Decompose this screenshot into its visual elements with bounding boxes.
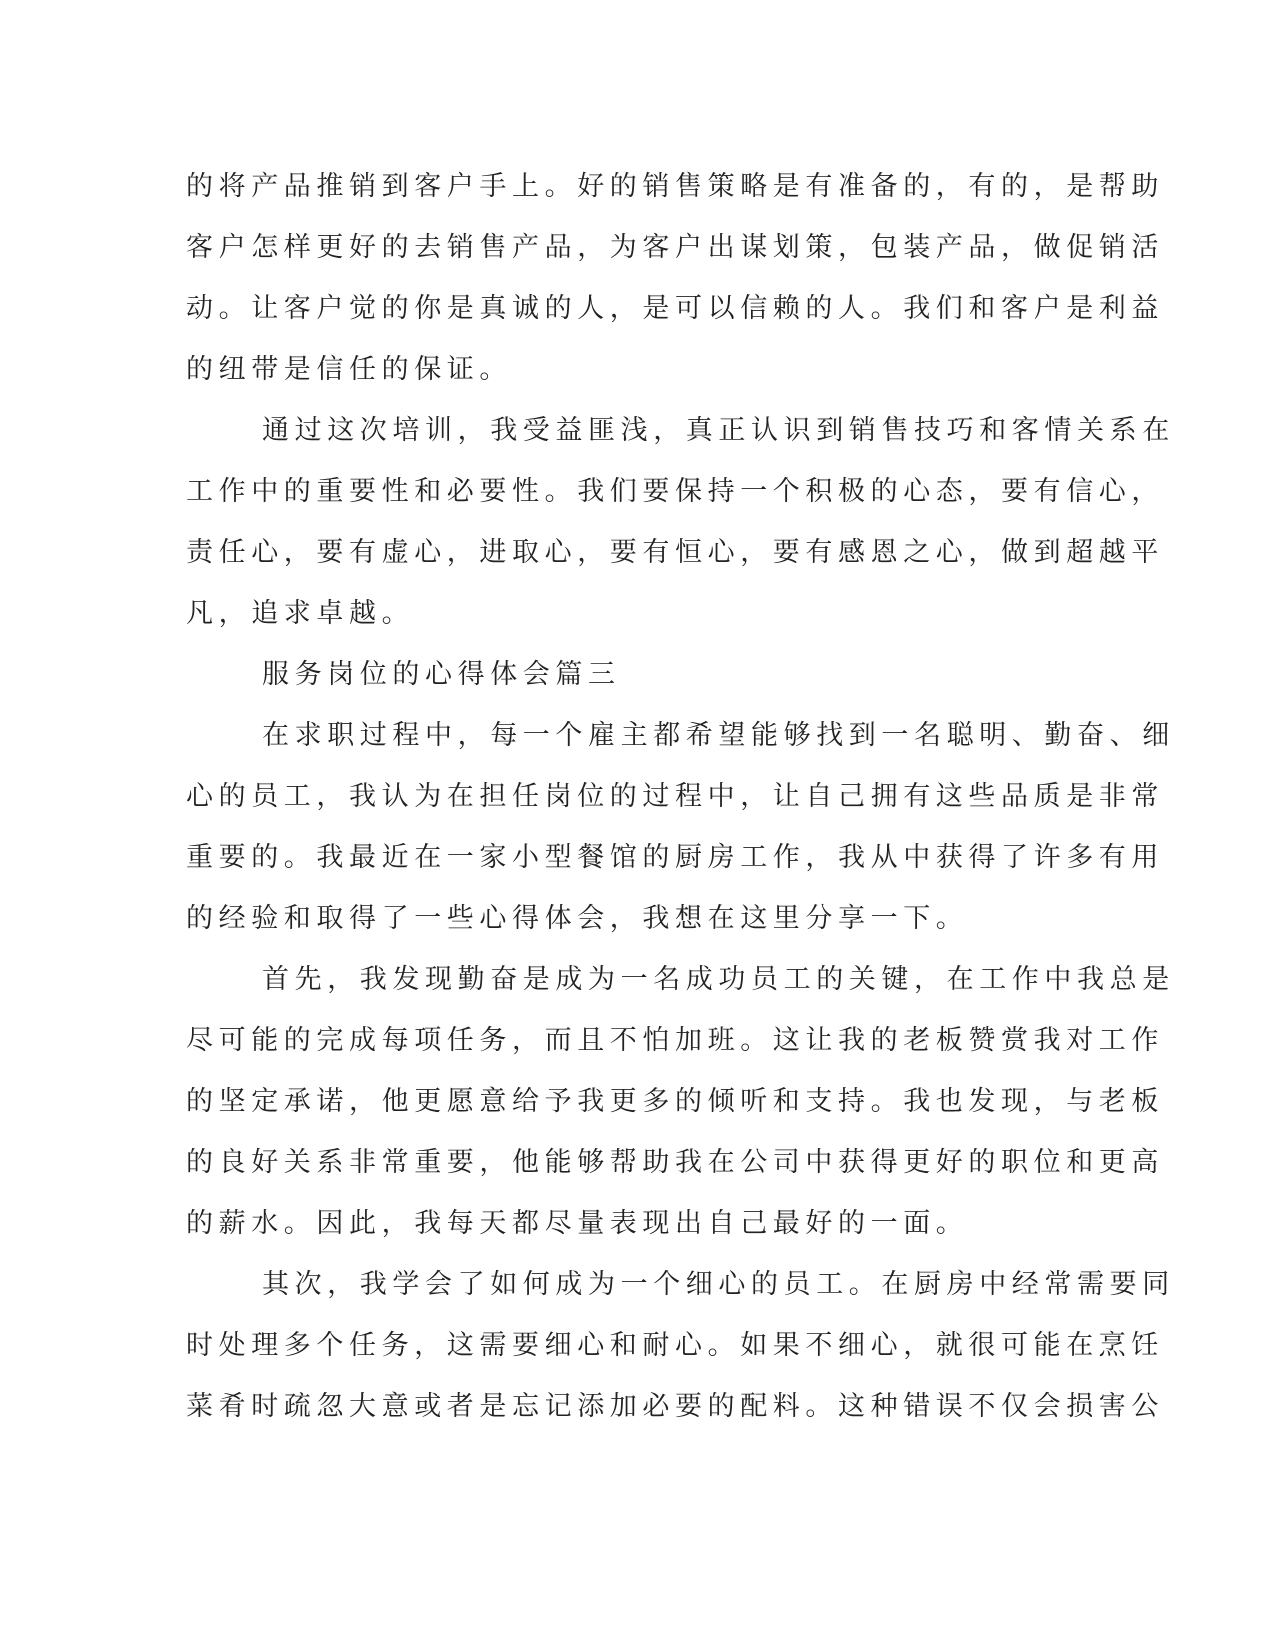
text-line: 工作中的重要性和必要性。我们要保持一个积极的心态，要有信心， xyxy=(186,476,1164,507)
paragraph-diligence xyxy=(186,949,1175,1254)
text-line: 心的员工，我认为在担任岗位的过程中，让自己拥有这些品质是非常 xyxy=(186,781,1164,812)
text-line: 的将产品推销到客户手上。好的销售策略是有准备的，有的，是帮助 xyxy=(186,171,1164,202)
text-line: 的坚定承诺，他更愿意给予我更多的倾听和支持。我也发现，与老板 xyxy=(186,1086,1164,1117)
text-line: 的纽带是信任的保证。 xyxy=(186,354,512,385)
text-line: 尽可能的完成每项任务，而且不怕加班。这让我的老板赞赏我对工作 xyxy=(186,1025,1164,1056)
text-line: 重要的。我最近在一家小型餐馆的厨房工作，我从中获得了许多有用 xyxy=(186,842,1164,873)
paragraph-attentiveness xyxy=(186,1254,1175,1437)
text-line: 其次，我学会了如何成为一个细心的员工。在厨房中经常需要同 xyxy=(262,1269,1175,1300)
text-line: 时处理多个任务，这需要细心和耐心。如果不细心，就很可能在烹饪 xyxy=(186,1330,1164,1361)
text-line: 菜肴时疏忽大意或者是忘记添加必要的配料。这种错误不仅会损害公 xyxy=(186,1391,1164,1422)
paragraph-training-summary xyxy=(186,400,1175,644)
paragraph-job-intro xyxy=(186,705,1175,949)
text-line: 动。让客户觉的你是真诚的人，是可以信赖的人。我们和客户是利益 xyxy=(186,293,1164,324)
text-line: 客户怎样更好的去销售产品，为客户出谋划策，包装产品，做促销活 xyxy=(186,232,1164,263)
text-line: 的经验和取得了一些心得体会，我想在这里分享一下。 xyxy=(186,903,969,934)
text-line: 在求职过程中，每一个雇主都希望能够找到一名聪明、勤奋、细 xyxy=(262,720,1175,751)
text-line: 的良好关系非常重要，他能够帮助我在公司中获得更好的职位和更高 xyxy=(186,1147,1164,1178)
text-line: 首先，我发现勤奋是成为一名成功员工的关键，在工作中我总是 xyxy=(262,964,1175,995)
document-body xyxy=(186,156,1175,1437)
text-line: 责任心，要有虚心，进取心，要有恒心，要有感恩之心，做到超越平 xyxy=(186,537,1164,568)
section-heading-text: 服务岗位的心得体会篇三 xyxy=(262,659,621,690)
paragraph-sales-strategy xyxy=(186,156,1164,400)
text-line: 通过这次培训，我受益匪浅，真正认识到销售技巧和客情关系在 xyxy=(262,415,1175,446)
section-heading xyxy=(186,644,1066,705)
text-line: 的薪水。因此，我每天都尽量表现出自己最好的一面。 xyxy=(186,1208,969,1239)
text-line: 凡，追求卓越。 xyxy=(186,598,415,629)
